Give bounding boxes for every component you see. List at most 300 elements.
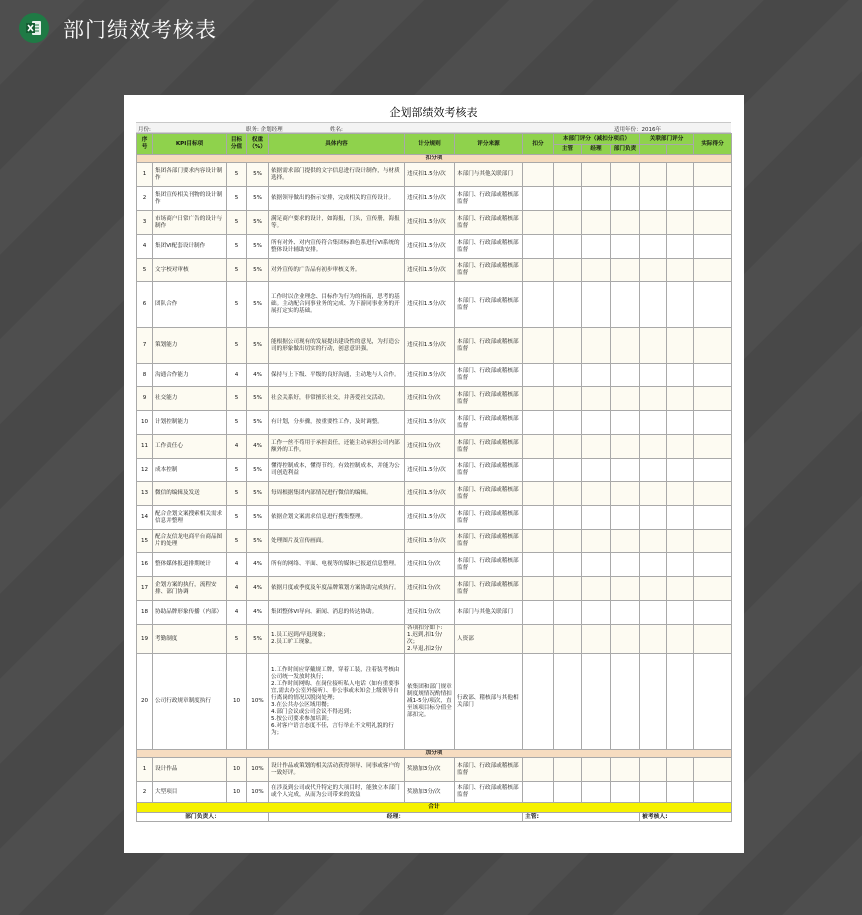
cell-score <box>582 163 611 187</box>
cell-source: 本部门、行政部或稽核部监督 <box>455 506 523 530</box>
cell-kpi: 文字校对审核 <box>153 259 227 282</box>
cell-score <box>582 411 611 435</box>
cell-score <box>611 654 640 750</box>
cell-score <box>640 601 667 625</box>
cell-score <box>582 328 611 364</box>
cell-score <box>611 364 640 387</box>
cell-score <box>611 506 640 530</box>
cell-score <box>640 625 667 654</box>
cell-content: 懂得控制成本，懂得节约。有效控制成本，并能为公司创造利益 <box>269 459 405 482</box>
cell-score <box>582 435 611 459</box>
cell-target: 5 <box>227 282 247 328</box>
cell-score <box>582 625 611 654</box>
cell-score <box>582 235 611 259</box>
cell-score <box>523 553 554 577</box>
cell-score <box>554 211 582 235</box>
cell-score <box>640 654 667 750</box>
cell-weight: 5% <box>247 235 269 259</box>
cell-seq: 10 <box>137 411 153 435</box>
cell-seq: 1 <box>137 163 153 187</box>
cell-score <box>694 364 732 387</box>
table-row <box>137 625 732 654</box>
cell-score <box>523 211 554 235</box>
cell-content: 设计作品或策划的相关活动获得领导、同事或客户的一致好评。 <box>269 758 405 782</box>
cell-score <box>582 259 611 282</box>
cell-score <box>582 506 611 530</box>
col-dept-head: 部门负责 <box>611 145 640 155</box>
cell-content: 每周根据集团内部情况进行微信的编辑。 <box>269 482 405 506</box>
cell-rule: 违反扣1分/次 <box>405 553 455 577</box>
cell-score <box>694 506 732 530</box>
cell-weight: 5% <box>247 187 269 211</box>
cell-score <box>554 328 582 364</box>
cell-score <box>640 387 667 411</box>
cell-score <box>582 364 611 387</box>
cell-source: 本部门、行政部或稽核部监督 <box>455 259 523 282</box>
cell-score <box>694 163 732 187</box>
cell-weight: 4% <box>247 553 269 577</box>
cell-score <box>554 459 582 482</box>
cell-seq: 20 <box>137 654 153 750</box>
cell-score <box>667 654 694 750</box>
cell-source: 本部门、行政部或稽核部监督 <box>455 577 523 601</box>
cell-score <box>667 553 694 577</box>
cell-rule: 违反扣1分/次 <box>405 577 455 601</box>
cell-score <box>611 435 640 459</box>
cell-rule: 依集团和部门规章制度规情况酌情扣减1-5分/项次，直至该项目标分值全部扣完。 <box>405 654 455 750</box>
table-row <box>137 530 732 553</box>
table-row <box>137 259 732 282</box>
cell-score <box>554 530 582 553</box>
cell-score <box>523 411 554 435</box>
cell-weight: 4% <box>247 435 269 459</box>
cell-score <box>523 435 554 459</box>
cell-score <box>554 435 582 459</box>
cell-score <box>694 482 732 506</box>
cell-source: 本部门、行政部或稽核部监督 <box>455 482 523 506</box>
cell-content: 所有的网络、平面、电视等的媒体已报道信息整理。 <box>269 553 405 577</box>
cell-target: 10 <box>227 758 247 782</box>
cell-source: 本部门、行政部或稽核部监督 <box>455 328 523 364</box>
cell-score <box>667 259 694 282</box>
cell-source: 本部门、行政部或稽核部监督 <box>455 364 523 387</box>
cell-weight: 4% <box>247 364 269 387</box>
sign-dept-head: 部门负责人： <box>137 813 269 822</box>
cell-rule: 违反扣1.5分/次 <box>405 187 455 211</box>
cell-rule: 违反扣1.5分/次 <box>405 211 455 235</box>
cell-score <box>667 411 694 435</box>
cell-score <box>667 187 694 211</box>
cell-source: 本部门、行政部或稽核部监督 <box>455 758 523 782</box>
cell-rule: 违反扣1.5分/次 <box>405 482 455 506</box>
cell-source: 本部门与其他关联部门 <box>455 163 523 187</box>
cell-source: 本部门与其他关联部门 <box>455 601 523 625</box>
cell-kpi: 配合友信龙电商平台商品图片的处理 <box>153 530 227 553</box>
cell-score <box>667 601 694 625</box>
cell-score <box>640 577 667 601</box>
cell-kpi: 工作责任心 <box>153 435 227 459</box>
cell-score <box>694 282 732 328</box>
cell-seq: 16 <box>137 553 153 577</box>
cell-score <box>694 654 732 750</box>
cell-source: 本部门、行政部或稽核部监督 <box>455 459 523 482</box>
cell-kpi: 市场商户日常广告的设计与制作 <box>153 211 227 235</box>
cell-seq: 5 <box>137 259 153 282</box>
col-weight: 权重（%） <box>247 134 269 155</box>
cell-score <box>582 530 611 553</box>
signature-row <box>137 813 732 822</box>
cell-score <box>523 235 554 259</box>
cell-source: 本部门、行政部或稽核部监督 <box>455 282 523 328</box>
cell-rule: 违反扣1.5分/次 <box>405 530 455 553</box>
table-row <box>137 782 732 803</box>
cell-score <box>523 782 554 803</box>
cell-score <box>640 163 667 187</box>
cell-seq: 9 <box>137 387 153 411</box>
cell-source: 本部门、行政部或稽核部监督 <box>455 411 523 435</box>
cell-rule: 违反扣1.5分/次 <box>405 411 455 435</box>
cell-rule: 违反扣1.5分/次 <box>405 259 455 282</box>
cell-kpi: 沟通合作能力 <box>153 364 227 387</box>
cell-score <box>667 506 694 530</box>
cell-content: 工作一丝不苟用于承担责任，还能主动承担公司内部额外的工作。 <box>269 435 405 459</box>
cell-seq: 11 <box>137 435 153 459</box>
cell-score <box>667 530 694 553</box>
cell-score <box>694 782 732 803</box>
cell-seq: 1 <box>137 758 153 782</box>
col-rule: 计分规则 <box>405 134 455 155</box>
cell-weight: 5% <box>247 459 269 482</box>
cell-target: 4 <box>227 601 247 625</box>
cell-score <box>611 553 640 577</box>
cell-score <box>582 282 611 328</box>
cell-source: 本部门、行政部或稽核部监督 <box>455 187 523 211</box>
cell-score <box>611 625 640 654</box>
cell-score <box>611 758 640 782</box>
cell-kpi: 协助品牌形象传播（内部） <box>153 601 227 625</box>
cell-score <box>694 235 732 259</box>
cell-score <box>667 282 694 328</box>
cell-weight: 10% <box>247 654 269 750</box>
cell-score <box>694 758 732 782</box>
cell-content: 满足商户要求的设计，如海报，门头，宣传册，海报等。 <box>269 211 405 235</box>
cell-score <box>582 553 611 577</box>
cell-content: 依据需求部门提供的文字信息进行设计制作，与材质选择。 <box>269 163 405 187</box>
cell-weight: 5% <box>247 530 269 553</box>
sign-assessed: 被考核人: <box>640 813 732 822</box>
cell-weight: 5% <box>247 282 269 328</box>
table-row <box>137 758 732 782</box>
cell-seq: 18 <box>137 601 153 625</box>
cell-score <box>667 364 694 387</box>
cell-rule: 违反扣1分/次 <box>405 387 455 411</box>
table-row <box>137 282 732 328</box>
cell-weight: 5% <box>247 211 269 235</box>
cell-score <box>554 654 582 750</box>
cell-score <box>694 211 732 235</box>
cell-score <box>694 601 732 625</box>
cell-score <box>523 482 554 506</box>
cell-rule: 违反扣1.5分/次 <box>405 459 455 482</box>
cell-score <box>554 163 582 187</box>
excel-icon <box>19 13 49 43</box>
cell-target: 5 <box>227 187 247 211</box>
cell-weight: 5% <box>247 625 269 654</box>
cell-kpi: 配合企划文案搜索相关需求信息并整理 <box>153 506 227 530</box>
cell-score <box>667 577 694 601</box>
cell-rule: 违反扣1分/次 <box>405 435 455 459</box>
sheet-meta <box>136 123 731 133</box>
cell-rule: 违反扣1分/次 <box>405 601 455 625</box>
cell-score <box>667 435 694 459</box>
cell-score <box>523 282 554 328</box>
cell-score <box>582 654 611 750</box>
cell-seq: 2 <box>137 187 153 211</box>
cell-weight: 5% <box>247 163 269 187</box>
cell-source: 本部门、行政部或稽核部监督 <box>455 782 523 803</box>
cell-score <box>523 577 554 601</box>
cell-score <box>554 187 582 211</box>
table-row <box>137 328 732 364</box>
cell-target: 4 <box>227 577 247 601</box>
cell-weight: 5% <box>247 506 269 530</box>
cell-score <box>611 577 640 601</box>
cell-score <box>554 282 582 328</box>
cell-rule: 违反扣1.5分/次 <box>405 282 455 328</box>
cell-weight: 5% <box>247 259 269 282</box>
cell-score <box>611 411 640 435</box>
cell-score <box>640 411 667 435</box>
cell-kpi: 策划能力 <box>153 328 227 364</box>
cell-seq: 13 <box>137 482 153 506</box>
cell-seq: 17 <box>137 577 153 601</box>
cell-content: 1.工作时间应穿戴规工牌，穿着工装，注着装考核由公司统一发放时执行； 2.工作时间网购、在岗位接听私人电话（如有重要事宜,需去办公室外接听）、非公事或未知会上级领导自行离岗的情况以脱岗处理； 3.在公共办公区域用餐； 4.部门会议或公司会议不得迟到； 5.按公司要求参加培训； 6.对客户语言态度不佳，言行举止不文明礼貌的行为； <box>269 654 405 750</box>
cell-kpi: 整体媒体报道排期统计 <box>153 553 227 577</box>
cell-score <box>582 459 611 482</box>
table-row <box>137 577 732 601</box>
cell-weight: 10% <box>247 758 269 782</box>
cell-rule: 违反扣1.5分/次 <box>405 328 455 364</box>
cell-score <box>694 625 732 654</box>
sign-manager: 经理： <box>269 813 523 822</box>
col-assoc-group: 关联部门评分 <box>640 134 694 145</box>
spreadsheet-preview <box>124 95 744 853</box>
col-dept-director: 经理 <box>582 145 611 155</box>
cell-score <box>554 782 582 803</box>
cell-weight: 5% <box>247 387 269 411</box>
cell-content: 集团整体VI导向、新闻、消息的传达协助。 <box>269 601 405 625</box>
col-assoc-1 <box>640 145 667 155</box>
cell-score <box>523 506 554 530</box>
cell-score <box>523 328 554 364</box>
cell-content: 能根据公司现有的发展提出建设性的意见，为打造公司的形象做出切实的行动，创意意识强。 <box>269 328 405 364</box>
cell-score <box>694 259 732 282</box>
cell-score <box>611 459 640 482</box>
table-row <box>137 187 732 211</box>
cell-target: 5 <box>227 506 247 530</box>
cell-target: 5 <box>227 163 247 187</box>
cell-score <box>523 387 554 411</box>
cell-target: 5 <box>227 259 247 282</box>
cell-score <box>582 187 611 211</box>
section-deduction: 扣分项 <box>137 155 732 163</box>
cell-target: 5 <box>227 387 247 411</box>
cell-score <box>554 625 582 654</box>
meta-position: 职务: 企划经理 <box>246 126 283 133</box>
cell-target: 5 <box>227 530 247 553</box>
cell-source: 本部门、行政部或稽核部监督 <box>455 530 523 553</box>
cell-score <box>554 235 582 259</box>
table-row <box>137 601 732 625</box>
total-row <box>137 803 732 813</box>
cell-score <box>523 187 554 211</box>
cell-score <box>554 387 582 411</box>
cell-target: 10 <box>227 654 247 750</box>
cell-seq: 4 <box>137 235 153 259</box>
cell-score <box>667 625 694 654</box>
cell-target: 4 <box>227 435 247 459</box>
table-row <box>137 435 732 459</box>
total-label: 合计 <box>137 803 732 813</box>
cell-score <box>694 435 732 459</box>
cell-target: 4 <box>227 553 247 577</box>
cell-score <box>611 530 640 553</box>
cell-target: 5 <box>227 411 247 435</box>
cell-content: 1.员工迟到/早退现象； 2.员工旷工现象。 <box>269 625 405 654</box>
cell-score <box>582 577 611 601</box>
cell-kpi: 公司行政规章制度执行 <box>153 654 227 750</box>
cell-score <box>523 163 554 187</box>
cell-score <box>640 782 667 803</box>
cell-content: 依据领导做出的指示安排，完成相关的宣传设计。 <box>269 187 405 211</box>
cell-rule: 奖励加3分/次 <box>405 758 455 782</box>
cell-rule: 违反扣1.5分/次 <box>405 235 455 259</box>
cell-score <box>667 782 694 803</box>
cell-score <box>611 235 640 259</box>
cell-weight: 4% <box>247 601 269 625</box>
cell-target: 5 <box>227 211 247 235</box>
cell-rule: 违反扣1.5分/次 <box>405 506 455 530</box>
cell-score <box>640 482 667 506</box>
cell-target: 5 <box>227 328 247 364</box>
cell-score <box>640 235 667 259</box>
cell-score <box>667 387 694 411</box>
section-bonus-label: 加分项 <box>137 750 732 758</box>
cell-score <box>582 387 611 411</box>
cell-score <box>554 411 582 435</box>
cell-source: 本部门、行政部或稽核部监督 <box>455 387 523 411</box>
cell-score <box>582 758 611 782</box>
cell-weight: 4% <box>247 577 269 601</box>
app-header <box>0 0 862 60</box>
col-seq: 序号 <box>137 134 153 155</box>
cell-seq: 12 <box>137 459 153 482</box>
cell-kpi: 企划方案的执行，流程安排、部门协调 <box>153 577 227 601</box>
cell-score <box>611 211 640 235</box>
cell-score <box>554 364 582 387</box>
cell-score <box>694 187 732 211</box>
col-dept-group: 本部门评分（减扣分项后） <box>554 134 640 145</box>
cell-source: 本部门、行政部或稽核部监督 <box>455 235 523 259</box>
cell-score <box>640 758 667 782</box>
cell-score <box>582 211 611 235</box>
cell-score <box>523 625 554 654</box>
cell-content: 保持与上下级、平级的良好沟通，主动地与人合作。 <box>269 364 405 387</box>
cell-kpi: 考勤制度 <box>153 625 227 654</box>
table-row <box>137 506 732 530</box>
table-row <box>137 211 732 235</box>
cell-target: 5 <box>227 482 247 506</box>
cell-content: 对外宣传的广告品有初步审核义务。 <box>269 259 405 282</box>
cell-score <box>667 758 694 782</box>
table-row <box>137 364 732 387</box>
cell-score <box>523 459 554 482</box>
cell-seq: 19 <box>137 625 153 654</box>
cell-score <box>611 187 640 211</box>
col-assoc-2 <box>667 145 694 155</box>
cell-score <box>611 601 640 625</box>
cell-rule: 奖励加3分/次 <box>405 782 455 803</box>
cell-score <box>667 235 694 259</box>
page-title: 部门绩效考核表 <box>63 18 217 42</box>
cell-score <box>640 553 667 577</box>
table-row <box>137 387 732 411</box>
col-actual: 实际得分 <box>694 134 732 155</box>
cell-content: 社会关系好，非常擅长社交，并善爱社交活动。 <box>269 387 405 411</box>
cell-target: 5 <box>227 235 247 259</box>
cell-target: 5 <box>227 459 247 482</box>
cell-kpi: 集团宣传相关刊物的设计制作 <box>153 187 227 211</box>
cell-kpi: 大型项目 <box>153 782 227 803</box>
cell-score <box>611 482 640 506</box>
cell-source: 本部门、行政部或稽核部监督 <box>455 435 523 459</box>
cell-weight: 10% <box>247 782 269 803</box>
cell-score <box>640 328 667 364</box>
cell-score <box>694 530 732 553</box>
cell-score <box>667 459 694 482</box>
cell-score <box>523 758 554 782</box>
cell-source: 人资部 <box>455 625 523 654</box>
cell-weight: 5% <box>247 328 269 364</box>
table-row <box>137 411 732 435</box>
cell-score <box>582 782 611 803</box>
col-kpi: KPI目标项 <box>153 134 227 155</box>
cell-source: 本部门、行政部或稽核部监督 <box>455 553 523 577</box>
cell-score <box>667 163 694 187</box>
cell-score <box>640 506 667 530</box>
meta-name: 姓名: <box>330 126 343 133</box>
cell-score <box>554 601 582 625</box>
cell-seq: 6 <box>137 282 153 328</box>
cell-kpi: 成本控制 <box>153 459 227 482</box>
cell-seq: 3 <box>137 211 153 235</box>
table-row <box>137 654 732 750</box>
cell-content: 处理图片及宣传画面。 <box>269 530 405 553</box>
cell-content: 在涉及到公司或代升特定的大项目时，能独立本部门或个人完成，从而为公司带来的效益 <box>269 782 405 803</box>
cell-content: 所有对外、对内宣传符合集团标准色系进行VI系统的整体设计辅助安排。 <box>269 235 405 259</box>
cell-score <box>582 482 611 506</box>
cell-score <box>694 577 732 601</box>
cell-target: 4 <box>227 364 247 387</box>
cell-score <box>694 387 732 411</box>
cell-score <box>611 163 640 187</box>
cell-weight: 5% <box>247 411 269 435</box>
cell-content: 有计划，分步骤，按重要性工作，及时调整。 <box>269 411 405 435</box>
table-row <box>137 163 732 187</box>
cell-content: 依据月度或季度及年度品牌策划方案协助完成执行。 <box>269 577 405 601</box>
table-row <box>137 553 732 577</box>
col-target: 目标分值 <box>227 134 247 155</box>
